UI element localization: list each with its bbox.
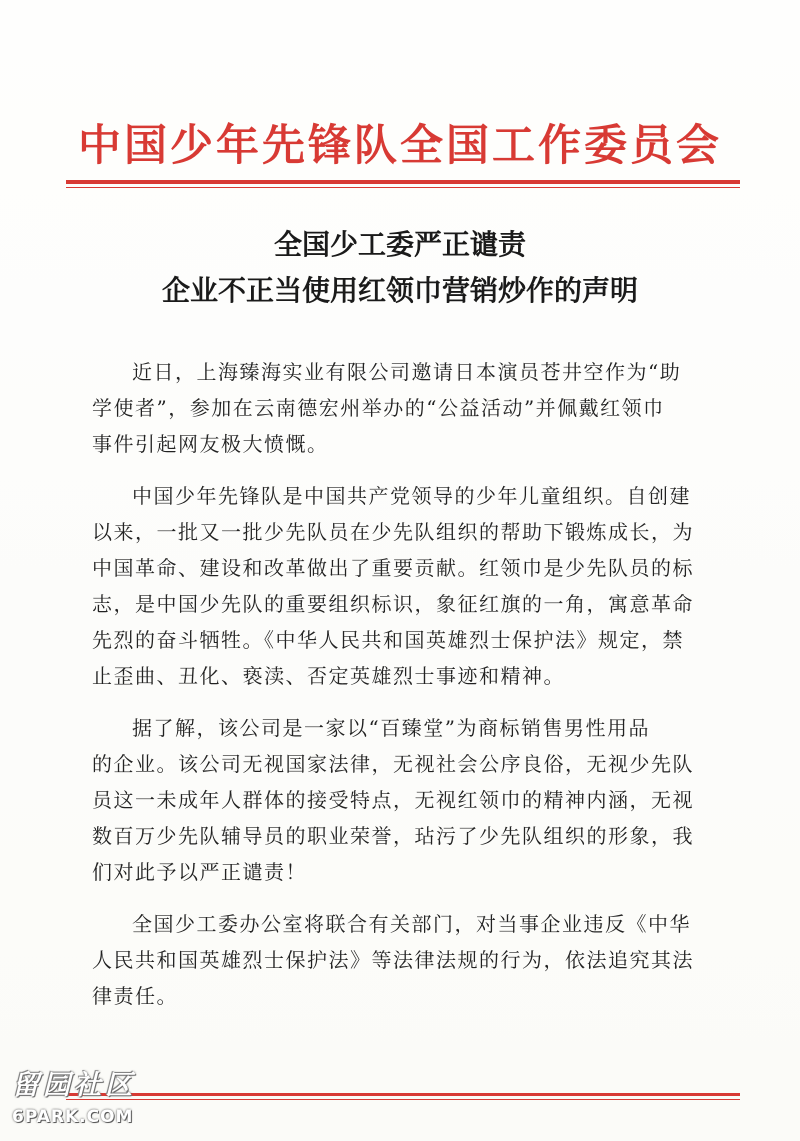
paragraph-line: 事件引起网友极大愤慨。 <box>92 432 329 456</box>
paragraph-line: 们对此予以严正谴责！ <box>92 860 307 884</box>
letterhead-rule-thick <box>66 180 740 184</box>
statement-body <box>92 354 722 1030</box>
paragraph-4 <box>92 906 722 1014</box>
paragraph-line: 志，是中国少先队的重要组织标识，象征红旗的一角，寓意革命 <box>92 592 694 616</box>
paragraph-line: 以来，一批又一批少先队员在少先队组织的帮助下锻炼成长，为 <box>92 520 694 544</box>
statement-title-line-2: 企业不正当使用红领巾营销炒作的声明 <box>161 274 638 307</box>
paragraph-1 <box>92 354 722 462</box>
paragraph-line: 止歪曲、丑化、亵渎、否定英雄烈士事迹和精神。 <box>92 664 565 688</box>
footer-rule-thick <box>66 1093 740 1096</box>
paragraph-line: 中国革命、建设和改革做出了重要贡献。红领巾是少先队员的标 <box>92 556 694 580</box>
statement-title <box>60 222 740 314</box>
paragraph-3 <box>92 710 722 890</box>
letterhead-rule-thin <box>66 187 740 188</box>
letterhead-title: 中国少年先锋队全国工作委员会 <box>78 120 722 171</box>
paragraph-line: 数百万少先队辅导员的职业荣誉，玷污了少先队组织的形象，我 <box>92 824 694 848</box>
paragraph-2 <box>92 478 722 694</box>
paragraph-line: 律责任。 <box>92 984 178 1008</box>
paragraph-line: 据了解，该公司是一家以“百臻堂”为商标销售男性用品 <box>132 716 650 740</box>
footer-rule-thin <box>66 1099 740 1100</box>
statement-title-line-1: 全国少工委严正谴责 <box>273 228 526 261</box>
paragraph-line: 中国少年先锋队是中国共产党领导的少年儿童组织。自创建 <box>132 484 691 508</box>
paragraph-line: 员这一未成年人群体的接受特点，无视红领巾的精神内涵，无视 <box>92 788 694 812</box>
paragraph-line: 的企业。该公司无视国家法律，无视社会公序良俗，无视少先队 <box>92 752 694 776</box>
watermark-en-text: 6PARK.COM <box>12 1107 134 1127</box>
paragraph-line: 近日，上海臻海实业有限公司邀请日本演员苍井空作为“助 <box>132 360 682 384</box>
paragraph-line: 全国少工委办公室将联合有关部门，对当事企业违反《中华 <box>132 912 691 936</box>
paragraph-line: 先烈的奋斗牺牲。《中华人民共和国英雄烈士保护法》规定，禁 <box>92 628 684 652</box>
paragraph-line: 人民共和国英雄烈士保护法》等法律法规的行为，依法追究其法 <box>92 948 694 972</box>
watermark-cn-text: 留园社区 <box>12 1070 136 1101</box>
site-watermark <box>12 1070 142 1136</box>
letterhead <box>40 112 760 172</box>
paragraph-line: 学使者”，参加在云南德宏州举办的“公益活动”并佩戴红领巾 <box>92 396 665 420</box>
